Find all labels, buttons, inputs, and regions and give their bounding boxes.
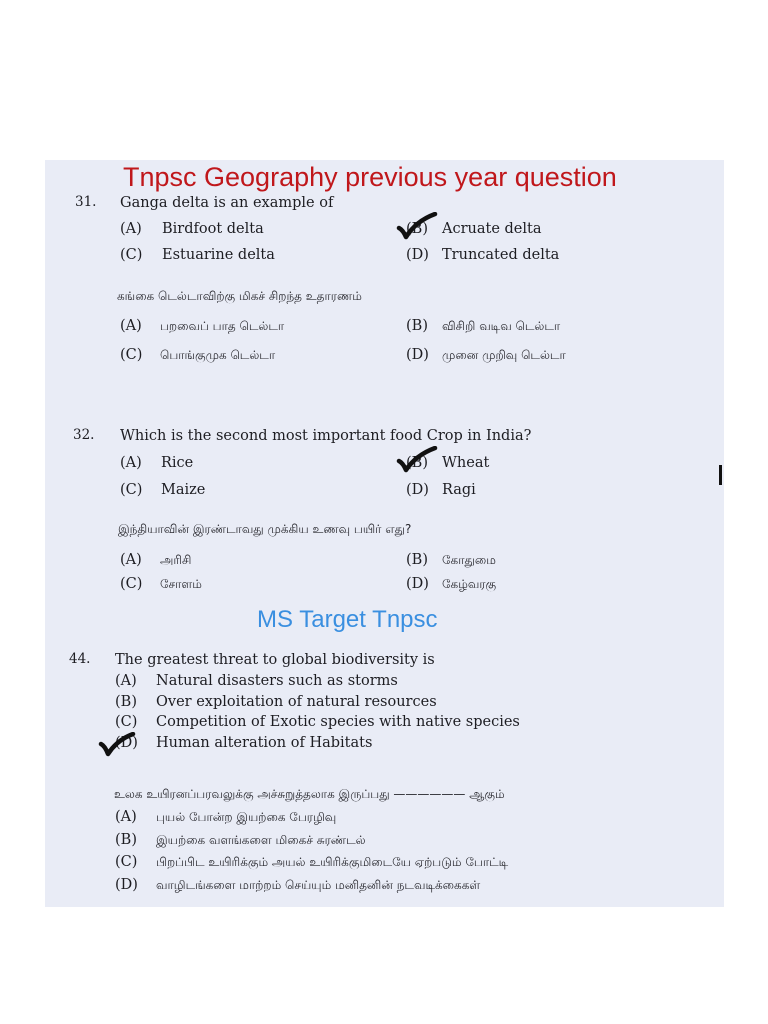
option-letter: (B): [406, 552, 428, 568]
option-letter: (C): [115, 854, 138, 870]
option-letter: (B): [406, 221, 428, 237]
question-number: 32.: [73, 427, 95, 443]
option-letter: (C): [115, 714, 138, 730]
option-letter: (B): [406, 318, 428, 334]
question-text: Which is the second most important food Crop in India?: [120, 428, 532, 444]
option-text-tamil: இயற்கை வளங்களை மிகைச் சுரண்டல்: [156, 833, 366, 847]
option-letter: (D): [115, 735, 138, 751]
checkmark-icon: [98, 732, 136, 758]
option-text-tamil: விசிறி வடிவ டெல்டா: [442, 319, 561, 333]
option-letter: (A): [115, 809, 137, 825]
checkmark-icon: [396, 212, 438, 240]
option-text-tamil: சோளம்: [160, 577, 202, 591]
question-text: Ganga delta is an example of: [120, 195, 334, 211]
option-letter: (A): [120, 552, 142, 568]
question-text: The greatest threat to global biodiversity is: [115, 652, 435, 668]
watermark-text: MS Target Tnpsc: [257, 606, 438, 633]
checkmark-icon: [396, 446, 438, 474]
question-number: 44.: [69, 651, 91, 667]
option-text: Competition of Exotic species with native species: [156, 714, 520, 730]
option-text-tamil: வாழிடங்களை மாற்றம் செய்யும் மனிதனின் நடவடிக்கைகள்: [156, 878, 481, 892]
option-text-tamil: பறவைப் பாத டெல்டா: [160, 319, 285, 333]
option-text: Wheat: [442, 455, 490, 471]
edge-mark: [719, 465, 722, 485]
option-letter: (A): [120, 221, 142, 237]
option-text-tamil: அரிசி: [160, 553, 192, 567]
page-title: Tnpsc Geography previous year question: [123, 162, 617, 192]
option-letter: (B): [115, 832, 137, 848]
question-text-tamil: இந்தியாவின் இரண்டாவது முக்கிய உணவு பயிர் எது?: [118, 522, 412, 536]
option-text-tamil: பொங்குமுக டெல்டா: [160, 348, 276, 362]
option-letter: (D): [406, 576, 429, 592]
option-letter: (D): [115, 877, 138, 893]
option-letter: (D): [406, 347, 429, 363]
option-text: Natural disasters such as storms: [156, 673, 398, 689]
option-text-tamil: பிறப்பிட உயிரிக்கும் அயல் உயிரிக்குமிடையே ஏற்படும் போட்டி: [156, 855, 509, 869]
option-letter: (A): [120, 318, 142, 334]
option-text: Rice: [161, 455, 194, 471]
option-letter: (B): [406, 455, 428, 471]
option-letter: (D): [406, 482, 429, 498]
option-text: Human alteration of Habitats: [156, 735, 373, 751]
option-text: Over exploitation of natural resources: [156, 694, 437, 710]
question-number: 31.: [75, 194, 97, 210]
option-letter: (C): [120, 576, 143, 592]
option-text-tamil: முனை முறிவு டெல்டா: [442, 348, 566, 362]
option-text: Birdfoot delta: [162, 221, 264, 237]
option-text: Truncated delta: [442, 247, 560, 263]
option-text-tamil: கேழ்வரகு: [442, 577, 497, 591]
option-text: Estuarine delta: [162, 247, 275, 263]
option-letter: (B): [115, 694, 137, 710]
option-letter: (C): [120, 347, 143, 363]
question-text-tamil: உலக உயிரனப்பரவலுக்கு அச்சுறுத்தலாக இருப்பது —————— ஆகும்: [114, 787, 505, 801]
option-letter: (C): [120, 247, 143, 263]
option-text-tamil: புயல் போன்ற இயற்கை பேரழிவு: [156, 810, 337, 824]
option-letter: (D): [406, 247, 429, 263]
option-letter: (A): [120, 455, 142, 471]
option-letter: (C): [120, 482, 143, 498]
option-text: Acruate delta: [442, 221, 542, 237]
option-letter: (A): [115, 673, 137, 689]
question-text-tamil: கங்கை டெல்டாவிற்கு மிகச் சிறந்த உதாரணம்: [117, 289, 362, 303]
option-text-tamil: கோதுமை: [442, 553, 496, 567]
option-text: Maize: [161, 482, 206, 498]
option-text: Ragi: [442, 482, 476, 498]
